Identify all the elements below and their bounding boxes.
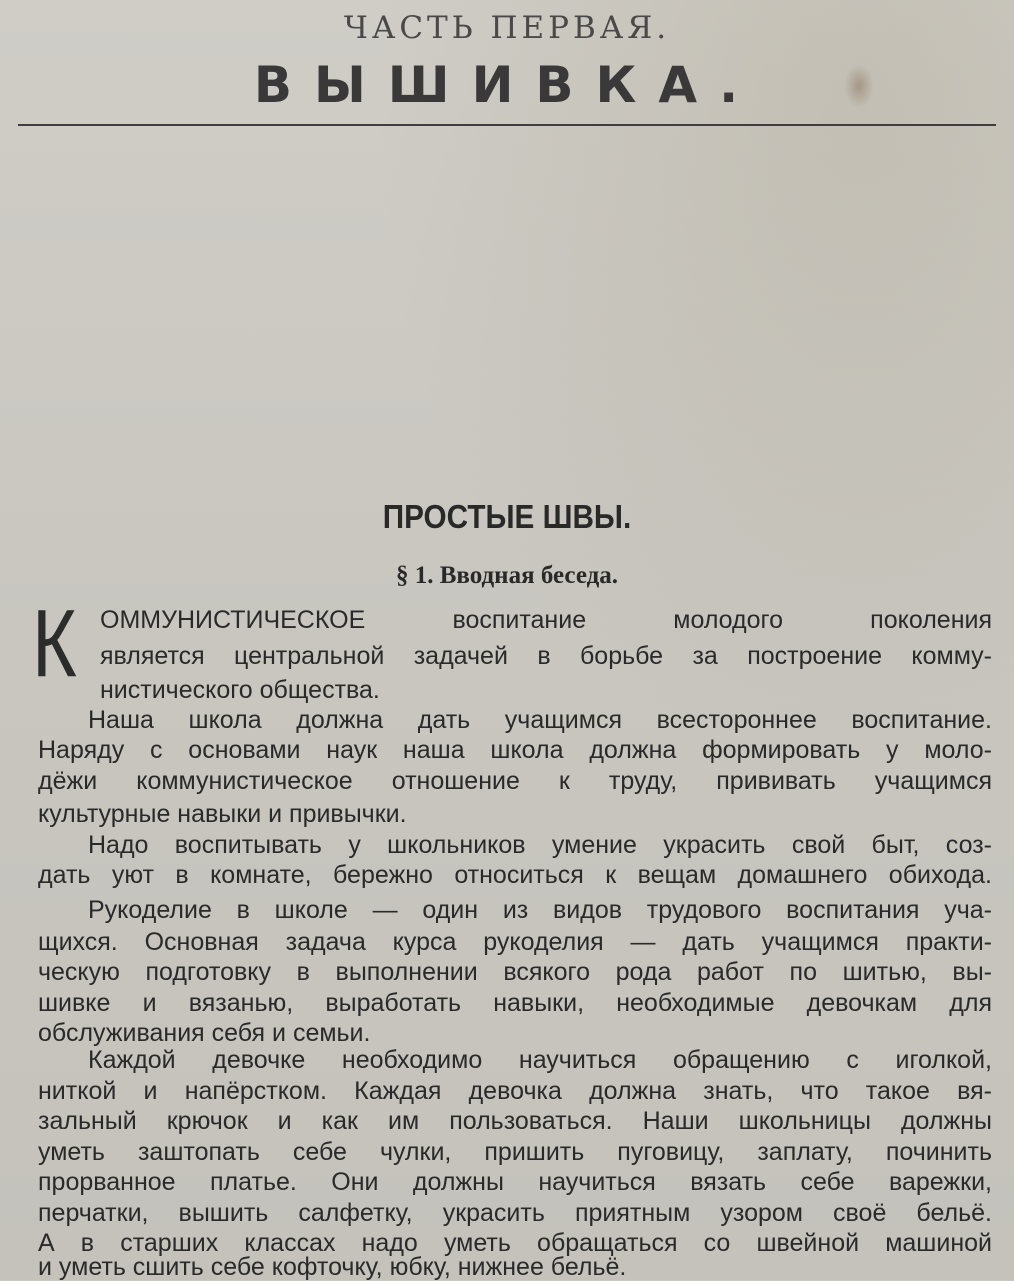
body-line: ческую подготовку в выполнении всякого рода работ по шитью, вы-: [38, 958, 992, 986]
header-rule: [18, 124, 996, 126]
body-line: шивке и вязанью, выработать навыки, необходимые девочкам для: [38, 989, 992, 1017]
body-line: и уметь сшить себе кофточку, юбку, нижнее бельё.: [38, 1253, 627, 1281]
body-line: культурные навыки и привычки.: [38, 800, 407, 828]
body-line: А в старших классах надо уметь обращаться со швейной машиной: [38, 1229, 992, 1257]
body-line: Каждой девочке необходимо научиться обращению с иголкой,: [88, 1046, 992, 1074]
body-line: Наша школа должна дать учащимся всестороннее воспитание.: [88, 706, 992, 734]
body-line: перчатки, вышить салфетку, украсить приятным узором своё бельё.: [38, 1199, 992, 1227]
subsection-title: § 1. Вводная беседа.: [396, 562, 618, 589]
section-title: ПРОСТЫЕ ШВЫ.: [382, 498, 632, 535]
body-line: зальный крючок и как им пользоваться. Наши школьницы должны: [38, 1107, 992, 1135]
body-line: щихся. Основная задача курса рукоделия — дать учащимся практи-: [38, 928, 992, 956]
body-line: Рукоделие в школе — один из видов трудового воспитания уча-: [88, 896, 992, 924]
body-line: дать уют в комнате, бережно относиться к вещам домашнего обихода.: [38, 861, 992, 889]
body-line: обслуживания себя и семьи.: [38, 1019, 371, 1047]
part-label: ЧАСТЬ ПЕРВАЯ.: [343, 10, 671, 46]
body-line: Надо воспитывать у школьников умение украсить свой быт, соз-: [88, 831, 992, 859]
body-line: является центральной задачей в борьбе за построение комму-: [100, 642, 992, 670]
body-line: ниткой и напёрстком. Каждая девочка должна знать, что такое вя-: [38, 1077, 992, 1105]
body-line: Наряду с основами наук наша школа должна формировать у моло-: [38, 736, 992, 764]
part-title: ВЫШИВКА.: [253, 56, 761, 114]
drop-cap: К: [32, 590, 77, 697]
body-line: прорванное платье. Они должны научиться вязать себе варежки,: [38, 1168, 992, 1196]
body-line: уметь заштопать себе чулки, пришить пуговицу, заплату, починить: [38, 1138, 992, 1166]
body-line: ОММУНИСТИЧЕСКОЕ воспитание молодого поколения: [100, 606, 992, 634]
body-line: нистического общества.: [100, 676, 380, 704]
body-line: дёжи коммунистическое отношение к труду, прививать учащимся: [38, 767, 992, 795]
